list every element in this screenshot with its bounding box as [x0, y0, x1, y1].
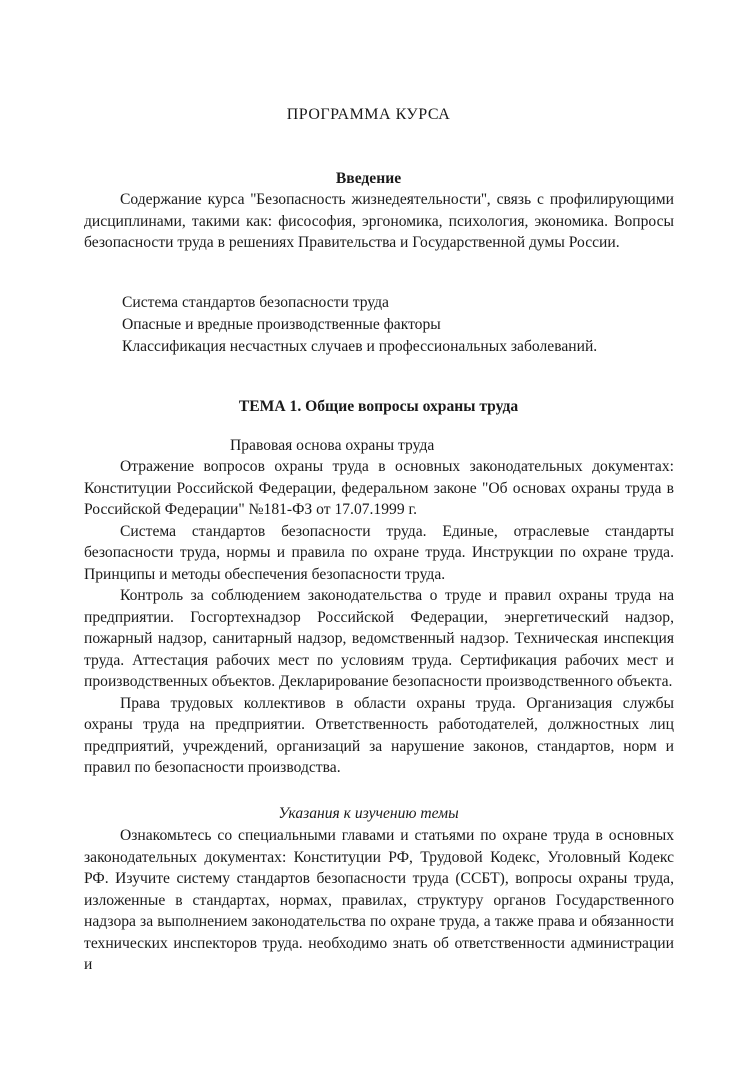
page-title: ПРОГРАММА КУРСА — [286, 106, 451, 123]
topic1-paragraph: Система стандартов безопасности труда. Единые, отраслевые стандарты безопасности труда, нормы и правила по охране труда. Инструкции по охране труда. Принципы и методы обеспечения безопасности труда. — [84, 522, 674, 583]
topic1-subheading: Правовая основа охраны труда — [230, 437, 435, 454]
study-heading: Указания к изучению темы — [278, 805, 459, 822]
topic1-paragraph: Контроль за соблюдением законодательства о труде и правил охраны труда на предприятии. Госгортехнадзор Российской Федерации, энергетический надзор, пожарный надзор, санитарный надзор, ведомственный надзор. Техническая инспекция труда. Аттестация рабочих мест по условиям труда. Сертификация рабочих мест и производственных объектов. Декларирование безопасности производственного объекта. — [84, 587, 674, 690]
topic1-body — [84, 456, 674, 779]
study-paragraph: Ознакомьтесь со специальными главами и статьями по охране труда в основных законодательных документах: Конституции РФ, Трудовой Кодекс, Уголовный Кодекс РФ. Изучите систему стандартов безопасности труда (ССБТ), вопросы охраны труда, изложенные в стандартах, нормах, правилах, структуру органов Государственного надзора за выполнением законодательства по охране труда, а также права и обязанности технических инспекторов труда. необходимо знать об ответственности администрации и — [84, 827, 674, 973]
topic1-paragraph: Отражение вопросов охраны труда в основных законодательных документах: Конституции Российской Федерации, федеральном законе "Об основах охраны труда в Российской Федерации" №181-ФЗ от 17.07.1999 г. — [84, 458, 674, 518]
topic1-paragraph: Права трудовых коллективов в области охраны труда. Организация службы охраны труда на предприятии. Ответственность работодателей, должностных лиц предприятий, учреждений, организаций за нарушение законов, стандартов, норм и правил по безопасности производства. — [84, 694, 674, 776]
intro-list-item: Классификация несчастных случаев и профессиональных заболеваний. — [122, 338, 598, 355]
topic1-heading: ТЕМА 1. Общие вопросы охраны труда — [238, 398, 519, 415]
intro-list-item: Система стандартов безопасности труда — [122, 294, 389, 311]
intro-paragraph: Содержание курса ''Безопасность жизнедеятельности'', связь с профилирующими дисциплинами, такими как: фисософия, эргономика, психология, экономика. Вопросы безопасности труда в решениях Правительства и Государственной думы России. — [84, 191, 674, 251]
intro-heading: Введение — [335, 170, 402, 187]
intro-list-item: Опасные и вредные производственные факторы — [122, 316, 441, 333]
